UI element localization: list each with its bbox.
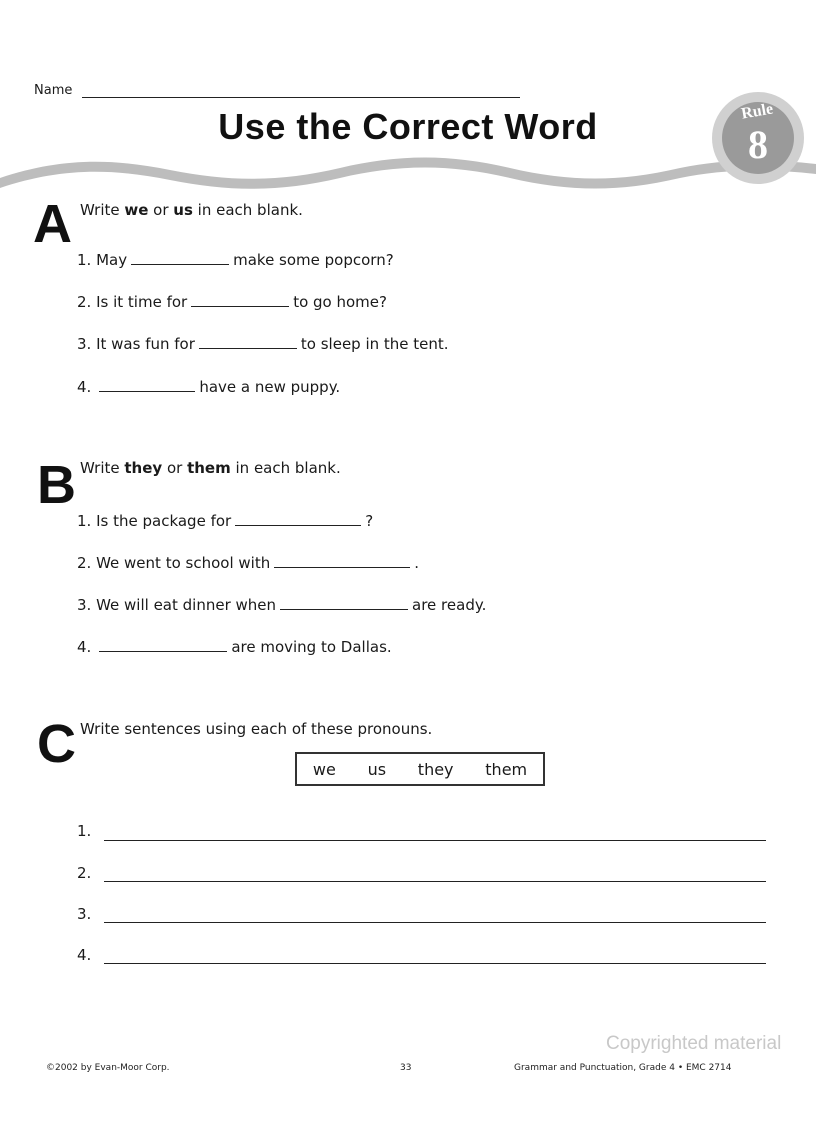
section-b-letter: B	[37, 455, 76, 515]
answer-blank[interactable]	[131, 252, 229, 265]
section-c-letter: C	[37, 714, 76, 774]
badge-number: 8	[748, 122, 768, 167]
section-a-item-4: 4. have a new puppy.	[77, 378, 341, 396]
footer-page-number: 33	[400, 1063, 412, 1073]
sentence-line-number: 4.	[77, 946, 92, 964]
section-a-item-2: 2. Is it time for to go home?	[77, 293, 387, 311]
footer-book-info: Grammar and Punctuation, Grade 4 • EMC 2714	[514, 1063, 732, 1073]
answer-blank[interactable]	[99, 379, 195, 392]
section-a-item-1: 1. May make some popcorn?	[77, 251, 394, 269]
name-field[interactable]	[82, 97, 520, 98]
name-label: Name	[34, 83, 73, 98]
section-a-letter: A	[33, 194, 72, 254]
answer-blank[interactable]	[199, 336, 297, 349]
sentence-write-line[interactable]	[104, 839, 766, 841]
answer-blank[interactable]	[280, 597, 408, 610]
answer-blank[interactable]	[191, 294, 289, 307]
sentence-line-number: 3.	[77, 905, 92, 923]
section-b-item-4: 4. are moving to Dallas.	[77, 638, 392, 656]
answer-blank[interactable]	[235, 513, 361, 526]
sentence-line-number: 1.	[77, 822, 92, 840]
section-a-instruction: Write we or us in each blank.	[80, 201, 303, 219]
section-c-instruction: Write sentences using each of these pronouns.	[80, 720, 433, 738]
page-title: Use the Correct Word	[218, 106, 598, 147]
section-a-item-3: 3. It was fun for to sleep in the tent.	[77, 335, 449, 353]
footer-copyright: ©2002 by Evan-Moor Corp.	[46, 1063, 170, 1073]
pronoun-word: they	[417, 759, 454, 779]
pronoun-word: them	[485, 759, 528, 779]
section-b-item-1: 1. Is the package for ?	[77, 512, 374, 530]
section-b-item-3: 3. We will eat dinner when are ready.	[77, 596, 487, 614]
sentence-write-line[interactable]	[104, 880, 766, 882]
section-b-item-2: 2. We went to school with .	[77, 554, 419, 572]
sentence-write-line[interactable]	[104, 962, 766, 964]
pronoun-word: we	[312, 759, 336, 779]
answer-blank[interactable]	[274, 555, 410, 568]
pronoun-word: us	[367, 759, 387, 779]
rule-badge	[700, 88, 810, 198]
sentence-line-number: 2.	[77, 864, 92, 882]
pronoun-word-box	[295, 752, 545, 786]
badge-word: Rule	[739, 100, 775, 123]
sentence-write-line[interactable]	[104, 921, 766, 923]
answer-blank[interactable]	[99, 639, 227, 652]
copyright-watermark: Copyrighted material	[606, 1033, 782, 1054]
section-b-instruction: Write they or them in each blank.	[80, 459, 341, 477]
